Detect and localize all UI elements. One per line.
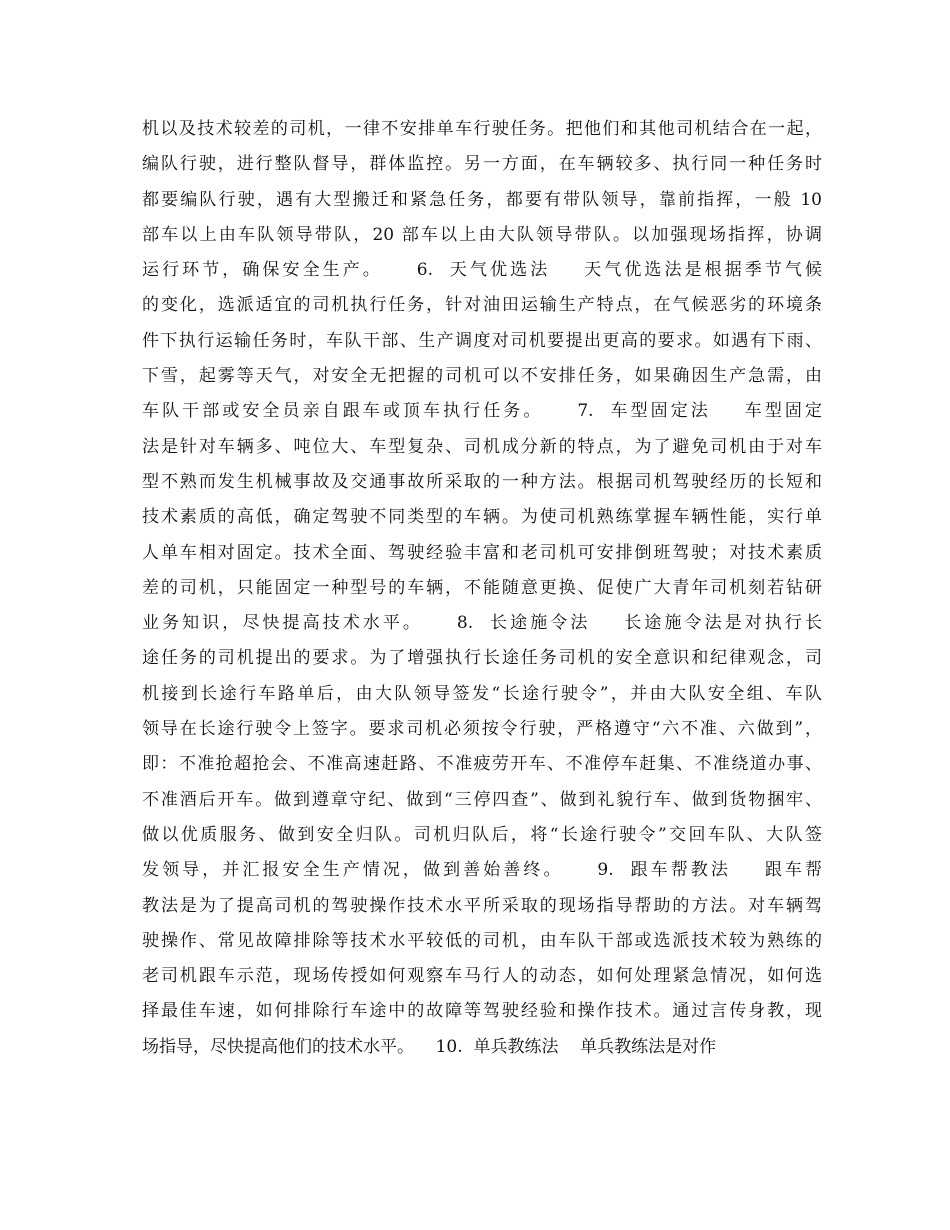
text-line: 择最佳车速，如何排除行车途中的故障等驾驶经验和操作技术。通过言传身教，现 bbox=[142, 1001, 822, 1022]
text-line: 技术素质的高低，确定驾驶不同类型的车辆。为使司机熟练掌握车辆性能，实行单 bbox=[142, 507, 822, 528]
text-line: 编队行驶，进行整队督导，群体监控。另一方面，在车辆较多、执行同一种任务时 bbox=[142, 154, 822, 175]
text-line: 差的司机，只能固定一种型号的车辆，不能随意更换、促使广大青年司机刻若钻研 bbox=[142, 577, 822, 598]
text-line: 发领导，并汇报安全生产情况，做到善始善终。 9. 跟车帮教法 跟车帮 bbox=[142, 860, 822, 881]
text-line: 驶操作、常见故障排除等技术水平较低的司机，由车队干部或选派技术较为熟练的 bbox=[142, 930, 822, 951]
text-line: 机接到长途行车路单后，由大队领导签发“长途行驶令”，并由大队安全组、车队 bbox=[142, 683, 822, 704]
text-line: 车队干部或安全员亲自跟车或顶车执行任务。 7. 车型固定法 车型固定 bbox=[142, 401, 822, 422]
text-line: 下雪，起雾等天气，对安全无把握的司机可以不安排任务，如果确因生产急需，由 bbox=[142, 366, 822, 387]
text-line: 法是针对车辆多、吨位大、车型复杂、司机成分新的特点，为了避免司机由于对车 bbox=[142, 436, 822, 457]
text-line: 人单车相对固定。技术全面、驾驶经验丰富和老司机可安排倒班驾驶；对技术素质 bbox=[142, 542, 822, 563]
text-line: 途任务的司机提出的要求。为了增强执行长途任务司机的安全意识和纪律观念，司 bbox=[142, 648, 822, 669]
text-line: 领导在长途行驶令上签字。要求司机必须按令行驶，严格遵守“六不准、六做到”， bbox=[142, 719, 822, 740]
text-line: 老司机跟车示范，现场传授如何观察车马行人的动态，如何处理紧急情况，如何选 bbox=[142, 966, 822, 987]
text-line: 即：不准抢超抢会、不准高速赶路、不准疲劳开车、不准停车赶集、不准绕道办事、 bbox=[142, 754, 822, 775]
text-line: 业务知识，尽快提高技术水平。 8. 长途施令法 长途施令法是对执行长 bbox=[142, 613, 822, 634]
text-line: 都要编队行驶，遇有大型搬迁和紧急任务，都要有带队领导，靠前指挥，一般 10 bbox=[142, 189, 822, 210]
text-line: 的变化，选派适宜的司机执行任务，针对油田运输生产特点，在气候恶劣的环境条 bbox=[142, 295, 822, 316]
text-line: 型不熟而发生机械事故及交通事故所采取的一种方法。根据司机驾驶经历的长短和 bbox=[142, 471, 822, 492]
text-line: 部车以上由车队领导带队，20 部车以上由大队领导带队。以加强现场指挥，协调 bbox=[142, 224, 822, 245]
text-line: 机以及技术较差的司机，一律不安排单车行驶任务。把他们和其他司机结合在一起， bbox=[142, 119, 822, 139]
text-line: 做以优质服务、做到安全归队。司机归队后，将“长途行驶令”交回车队、大队签 bbox=[142, 824, 822, 845]
text-line: 场指导，尽快提高他们的技术水平。 10. 单兵教练法 单兵教练法是对作 bbox=[142, 1036, 717, 1057]
text-line: 教法是为了提高司机的驾驶操作技术水平所采取的现场指导帮助的方法。对车辆驾 bbox=[142, 895, 822, 916]
text-line: 件下执行运输任务时，车队干部、生产调度对司机要提出更高的要求。如遇有下雨、 bbox=[142, 330, 822, 351]
body-text bbox=[142, 112, 822, 1065]
text-line: 运行环节，确保安全生产。 6. 天气优选法 天气优选法是根据季节气候 bbox=[142, 260, 822, 281]
text-line: 不准酒后开车。做到遵章守纪、做到“三停四查”、做到礼貌行车、做到货物捆牢、 bbox=[142, 789, 822, 810]
